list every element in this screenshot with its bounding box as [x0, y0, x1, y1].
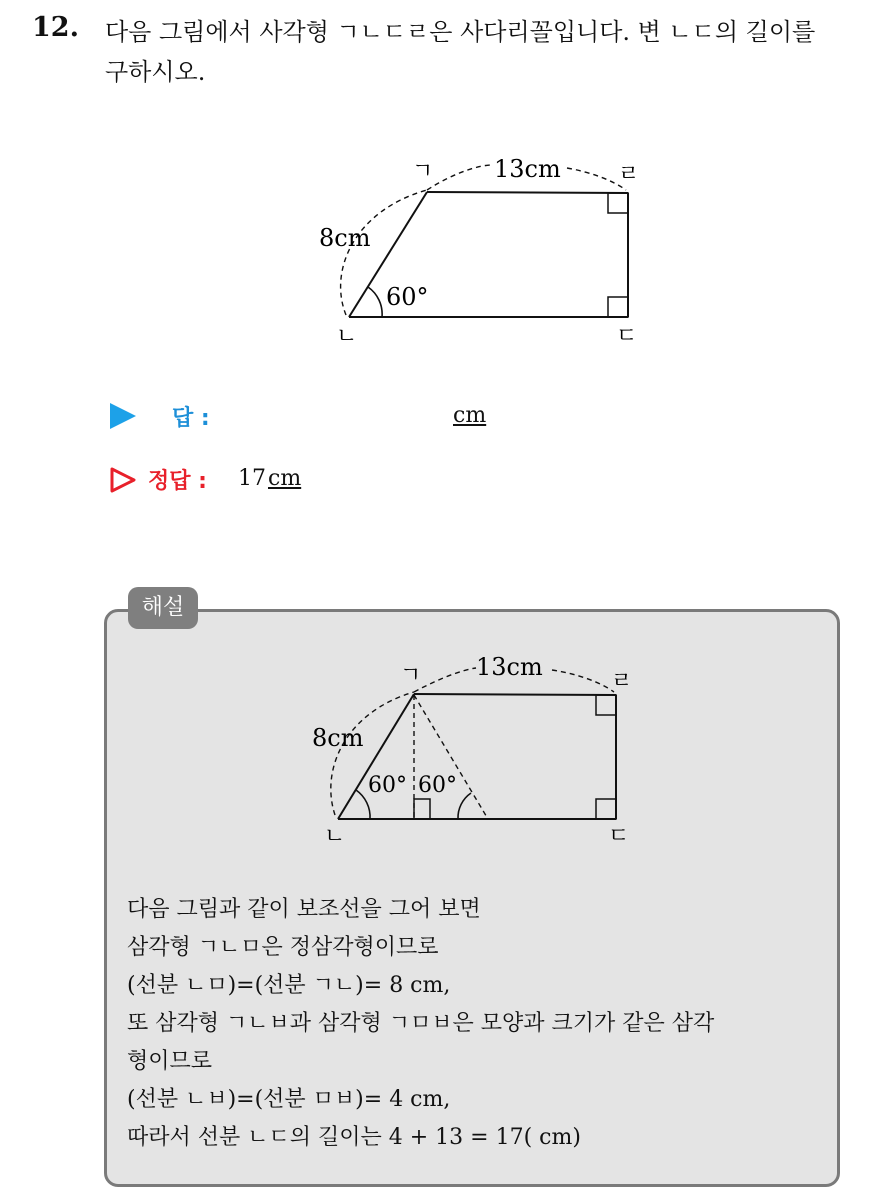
- fig1-top-length: 13cm: [494, 155, 561, 183]
- correct-answer-label: 정답 :: [148, 469, 207, 494]
- play-triangle-icon: [110, 403, 136, 429]
- correct-answer-value: 17: [238, 466, 266, 491]
- explanation-line: (선분 ㄴㅁ)=(선분 ㄱㄴ)= 8 cm,: [127, 973, 451, 998]
- answer-label: 답 :: [172, 406, 210, 431]
- exp-fig-top-length: 13cm: [476, 653, 543, 681]
- exp-fig-label-n: ㄴ: [324, 824, 346, 849]
- question-number: 12.: [32, 12, 79, 43]
- answer-unit: cm: [453, 403, 487, 428]
- outline-triangle-icon: [110, 467, 136, 493]
- explanation-line: (선분 ㄴㅂ)=(선분 ㅁㅂ)= 4 cm,: [127, 1087, 451, 1112]
- correct-answer-unit: cm: [268, 466, 302, 491]
- exp-fig-label-g: ㄱ: [400, 663, 422, 688]
- fig1-label-d: ㄷ: [616, 324, 638, 349]
- question-text-line2: 구하시오.: [105, 58, 206, 86]
- question-text-line1: 다음 그림에서 사각형 ㄱㄴㄷㄹ은 사다리꼴입니다. 변 ㄴㄷ의 길이를: [105, 18, 816, 46]
- explanation-figure: [0, 640, 884, 850]
- explanation-line: 따라서 선분 ㄴㄷ의 길이는 4 + 13 = 17( cm): [127, 1125, 581, 1150]
- correct-answer-value-wrap: [238, 466, 301, 491]
- explanation-line: 삼각형 ㄱㄴㅁ은 정삼각형이므로: [127, 935, 439, 960]
- trapezoid-figure: [0, 0, 884, 400]
- fig1-angle: 60°: [386, 283, 429, 311]
- exp-fig-side-length: 8cm: [312, 724, 364, 752]
- fig1-label-g: ㄱ: [412, 159, 434, 184]
- exp-fig-label-r: ㄹ: [611, 669, 633, 694]
- fig1-label-n: ㄴ: [336, 324, 358, 349]
- exp-fig-label-d: ㄷ: [608, 824, 630, 849]
- exp-fig-angle2: 60°: [418, 773, 457, 798]
- explanation-line: 형이므로: [127, 1049, 213, 1074]
- explanation-tab: 해설: [128, 587, 198, 629]
- fig1-side-length: 8cm: [319, 224, 371, 252]
- explanation-line: 또 삼각형 ㄱㄴㅂ과 삼각형 ㄱㅁㅂ은 모양과 크기가 같은 삼각: [127, 1011, 715, 1036]
- exp-fig-angle1: 60°: [368, 773, 407, 798]
- explanation-line: 다음 그림과 같이 보조선을 그어 보면: [127, 897, 481, 922]
- fig1-label-r: ㄹ: [618, 162, 640, 187]
